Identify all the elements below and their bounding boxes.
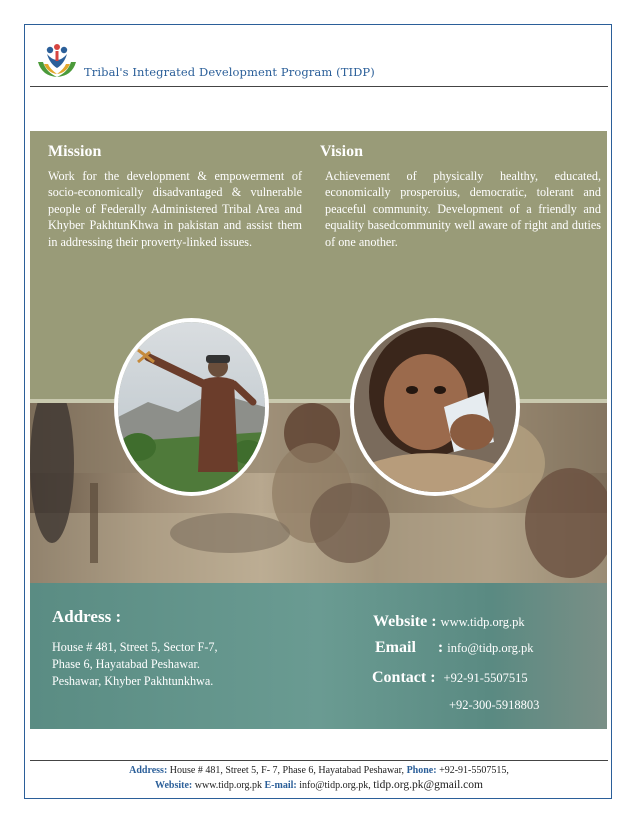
address-line-3: Peshawar, Khyber Pakhtunkhwa.: [52, 674, 214, 688]
poster: [30, 131, 607, 729]
footer-phone-label: Phone:: [406, 765, 437, 776]
footer-phone-value: +92-91-5507515,: [439, 765, 509, 776]
mission-heading: Mission: [48, 143, 102, 160]
vision-heading: Vision: [320, 143, 363, 160]
mission-text: Work for the development & empowerment of socio-economically disadvantaged & vulnerable people of Federally Administered Tribal Area and Khyber PakhtunKhwa in pakistan and assist them in addressing their proverty-linked issues.: [48, 169, 302, 249]
email-link[interactable]: info@tidp.org.pk: [447, 641, 534, 655]
footer-line-2: [30, 778, 608, 793]
boy-with-slingshot-photo: [114, 318, 269, 496]
contact-row: [372, 669, 528, 687]
email-label: Email: [375, 639, 416, 656]
footer-address-value: House # 481, Street 5, F- 7, Phase 6, Hayatabad Peshawar,: [169, 765, 405, 776]
footer: [30, 764, 608, 793]
footer-website-label: Website:: [155, 780, 193, 791]
footer-website-link[interactable]: www.tidp.org.pk: [194, 780, 262, 791]
tidp-logo-icon: [34, 42, 80, 80]
email-row: [375, 639, 534, 657]
website-row: [373, 613, 525, 631]
address-line-2: Phase 6, Hayatabad Peshawar.: [52, 657, 200, 671]
footer-line-1: [30, 764, 608, 778]
girl-drinking-photo: [350, 318, 520, 496]
website-label: Website :: [373, 613, 437, 630]
header-divider: [30, 86, 608, 87]
address-line-1: House # 481, Street 5, Sector F-7,: [52, 640, 218, 654]
footer-address-label: Address:: [129, 765, 168, 776]
footer-email-link[interactable]: info@tidp.org.pk,: [299, 780, 371, 791]
org-title: Tribal's Integrated Development Program (TIDP): [84, 65, 375, 79]
footer-email-link-2[interactable]: tidp.org.pk@gmail.com: [373, 779, 483, 791]
phone-2: +92-300-5918803: [449, 698, 540, 712]
address-heading: Address :: [52, 607, 122, 626]
email-colon: :: [437, 639, 444, 656]
footer-email-label: E-mail:: [264, 780, 297, 791]
contact-label: Contact :: [372, 669, 436, 686]
website-link[interactable]: www.tidp.org.pk: [440, 615, 525, 629]
footer-divider: [30, 760, 608, 761]
address-text: [52, 639, 272, 690]
vision-text: Achievement of physically healthy, educated, economically prosperoius, democratic, tolerant and peaceful community. Development of a friendly and equality basedcommunity well aware of right and duties of one another.: [325, 169, 601, 249]
phone-1: +92-91-5507515: [443, 671, 528, 685]
phone-2-row: [449, 696, 539, 714]
